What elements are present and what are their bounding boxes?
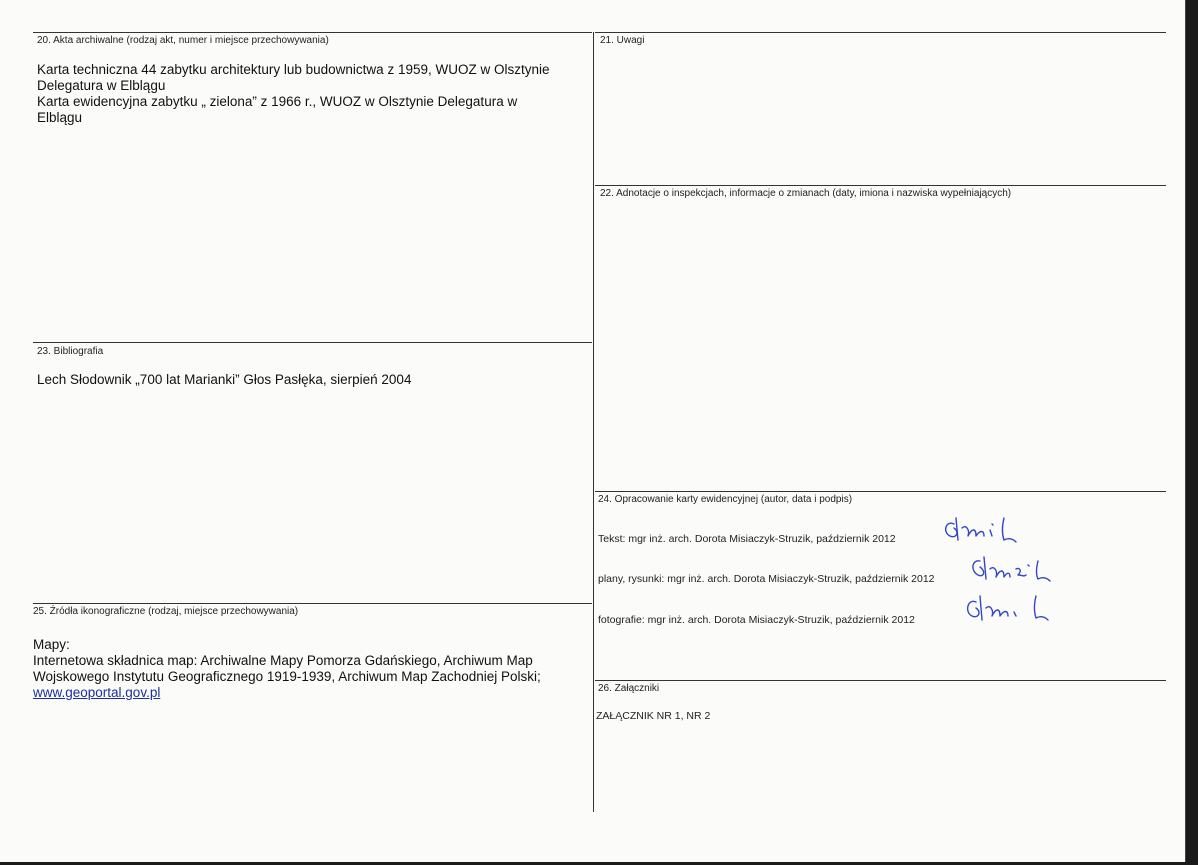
section-25-line: Mapy: bbox=[33, 637, 70, 652]
signature-drawings-author bbox=[968, 553, 1058, 589]
section-24-label: 24. Opracowanie karty ewidencyjnej (autor, data i podpis) bbox=[598, 494, 853, 505]
signature-photos-author bbox=[962, 590, 1054, 628]
section-20-line: Elblągu bbox=[37, 110, 83, 125]
rule-25 bbox=[33, 603, 592, 604]
section-25-line: Internetowa składnica map: Archiwalne Mapy Pomorza Gdańskiego, Archiwum Map bbox=[33, 653, 533, 668]
section-24-text-entry: Tekst: mgr inż. arch. Dorota Misiaczyk-Struzik, październik 2012 bbox=[598, 533, 896, 545]
section-25-line: Wojskowego Instytutu Geograficznego 1919-1939, Archiwum Map Zachodniej Polski; bbox=[33, 669, 541, 684]
center-divider bbox=[593, 32, 594, 812]
rule-23 bbox=[33, 342, 592, 343]
section-24-drawings-entry: plany, rysunki: mgr inż. arch. Dorota Misiaczyk-Struzik, październik 2012 bbox=[598, 573, 935, 585]
section-25-content bbox=[33, 637, 588, 701]
section-20-content bbox=[37, 62, 587, 126]
section-20-line: Karta ewidencyjna zabytku „ zielona” z 1966 r., WUOZ w Olsztynie Delegatura w bbox=[37, 94, 518, 109]
rule-26 bbox=[595, 680, 1166, 681]
geoportal-link[interactable]: www.geoportal.gov.pl bbox=[33, 685, 161, 700]
section-21-label: 21. Uwagi bbox=[600, 35, 645, 46]
rule-22 bbox=[595, 185, 1166, 186]
rule-24 bbox=[595, 491, 1166, 492]
signature-text-author bbox=[940, 512, 1030, 550]
section-22-label: 22. Adnotacje o inspekcjach, informacje o zmianach (daty, imiona i nazwiska wypełniających) bbox=[600, 188, 1012, 199]
section-26-attachments: ZAŁĄCZNIK NR 1, NR 2 bbox=[596, 710, 711, 722]
section-26-label: 26. Załączniki bbox=[598, 683, 660, 694]
section-24-photos-entry: fotografie: mgr inż. arch. Dorota Misiaczyk-Struzik, październik 2012 bbox=[598, 614, 915, 626]
section-23-label: 23. Bibliografia bbox=[37, 346, 104, 357]
section-20-line: Delegatura w Elblągu bbox=[37, 78, 166, 93]
section-25-label: 25. Źródła ikonograficzne (rodzaj, miejsce przechowywania) bbox=[33, 606, 299, 617]
top-rule-left bbox=[33, 32, 592, 33]
section-23-bibliography: Lech Słodownik „700 lat Marianki” Głos Pasłęka, sierpień 2004 bbox=[37, 372, 412, 387]
section-20-line: Karta techniczna 44 zabytku architektury lub budownictwa z 1959, WUOZ w Olsztynie bbox=[37, 62, 550, 77]
top-rule-right bbox=[595, 32, 1166, 33]
section-20-label: 20. Akta archiwalne (rodzaj akt, numer i miejsce przechowywania) bbox=[37, 35, 329, 46]
